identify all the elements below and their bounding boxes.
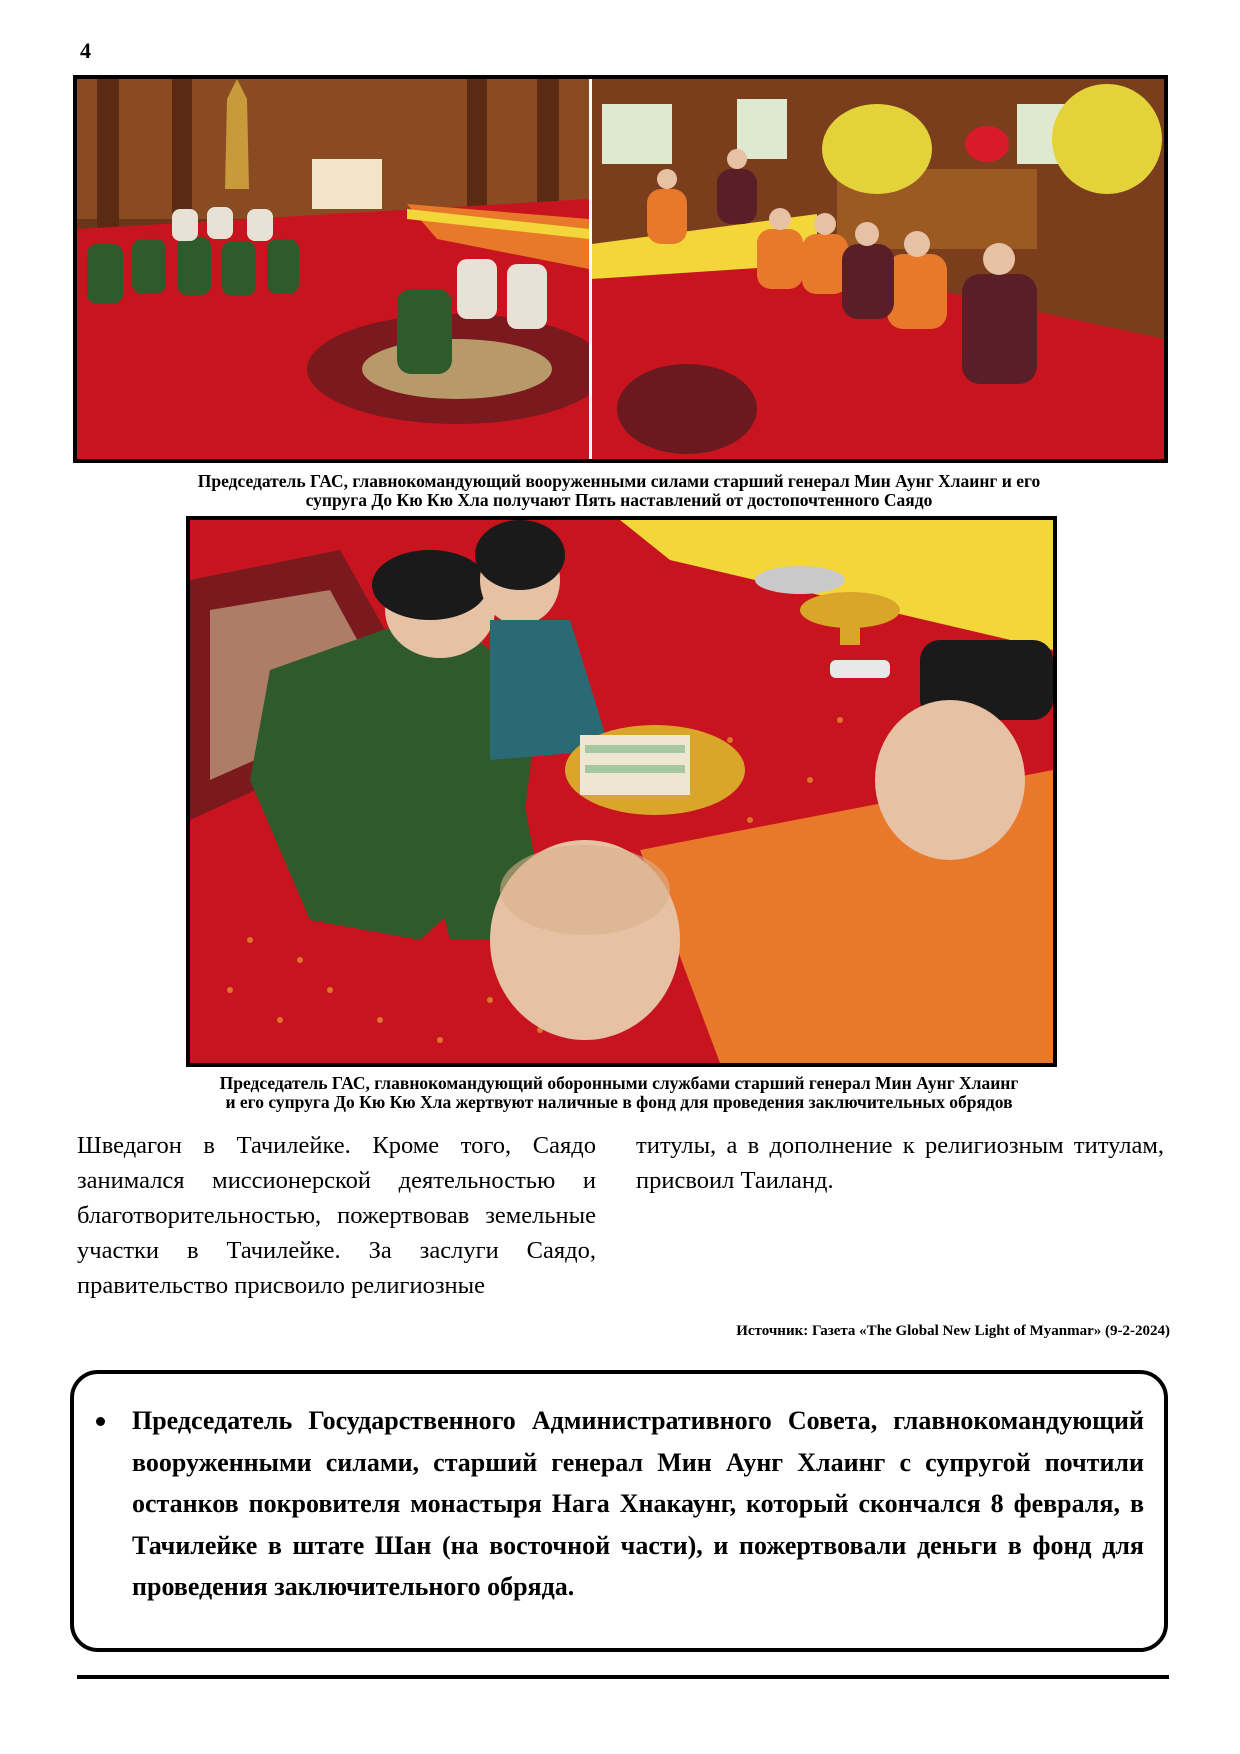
caption-middle-photo — [70, 1074, 1168, 1112]
summary-item: Председатель Государственного Административного Совета, главнокомандующий вооруженными силами, старший генерал Мин Аунг Хлаинг с супругой почтили останков покровителя монастыря Нага Хнакаунг, который скончался 8 февраля, в Тачилейке в штате Шан (на восточной части), и пожертвовали деньги в фонд для проведения заключительного обряда. — [132, 1406, 1144, 1601]
photo-cash-donation — [190, 520, 1053, 1063]
photo-monks-seated — [592, 79, 1164, 459]
caption-top-line2: супруга До Кю Кю Хла получают Пять наставлений от достопочтенного Саядо — [305, 490, 933, 510]
bullet-icon — [96, 1417, 105, 1426]
top-photo-pair — [77, 79, 1164, 459]
source-note: Источник: Газета «The Global New Light of Myanmar» (9-2-2024) — [736, 1323, 1170, 1339]
bottom-rule — [77, 1675, 1169, 1679]
top-photo-frame — [73, 75, 1168, 463]
caption-middle-line1: Председатель ГАС, главнокомандующий оборонными службами старший генерал Мин Аунг Хлаинг — [219, 1073, 1019, 1093]
article-right-column: титулы, а в дополнение к религиозным титулам, присвоил Таиланд. — [636, 1132, 1164, 1194]
middle-photo-frame — [186, 516, 1057, 1067]
article-left-column: Шведагон в Тачилейке. Кроме того, Саядо занимался миссионерской деятельностью и благотворительностью, пожертвовав земельные участки в Тачилейке. За заслуги Саядо, правительство присвоило религиозные — [77, 1132, 596, 1299]
photo-temple-hall — [77, 79, 607, 459]
caption-top-photos — [70, 472, 1168, 510]
summary-box — [70, 1370, 1168, 1652]
caption-top-line1: Председатель ГАС, главнокомандующий вооруженными силами старший генерал Мин Аунг Хлаинг и его — [197, 471, 1041, 491]
page-number: 4 — [80, 38, 91, 63]
caption-middle-line2: и его супруга До Кю Кю Хла жертвуют наличные в фонд для проведения заключительных обрядов — [225, 1092, 1013, 1112]
